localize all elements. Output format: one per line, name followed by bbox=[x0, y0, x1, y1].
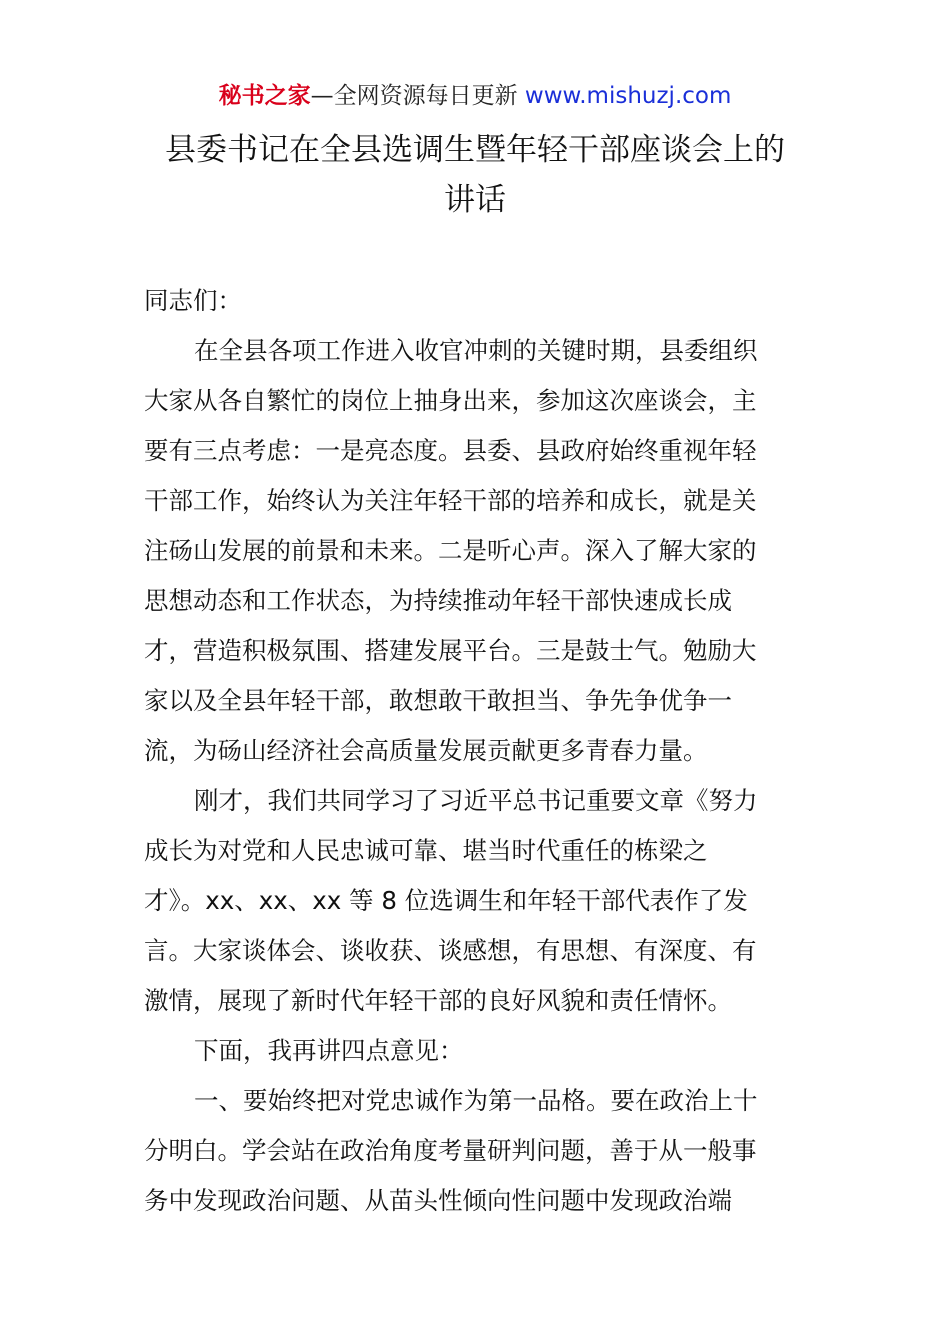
paragraph-line: 流，为砀山经济社会高质量发展贡献更多青春力量。 bbox=[144, 736, 708, 765]
paragraph-line: 思想动态和工作状态，为持续推动年轻干部快速成长成 bbox=[144, 586, 732, 615]
title-line-2: 讲话 bbox=[444, 182, 506, 218]
salutation: 同志们： bbox=[144, 286, 242, 315]
document-title bbox=[140, 125, 810, 225]
paragraph-line: 激情，展现了新时代年轻干部的良好风貌和责任情怀。 bbox=[144, 986, 732, 1015]
paragraph-line: 才，营造积极氛围、搭建发展平台。三是鼓士气。勉励大 bbox=[144, 636, 757, 665]
site-brand: 秘书之家 bbox=[218, 83, 311, 109]
paragraph-line: 家以及全县年轻干部，敢想敢干敢担当、争先争优争一 bbox=[144, 686, 732, 715]
title-line-1: 县委书记在全县选调生暨年轻干部座谈会上的 bbox=[165, 132, 785, 168]
paragraph-line: 注砀山发展的前景和未来。二是听心声。深入了解大家的 bbox=[144, 536, 757, 565]
site-tagline: —全网资源每日更新 bbox=[310, 83, 525, 109]
paragraph-line: 分明白。学会站在政治角度考量研判问题，善于从一般事 bbox=[144, 1136, 757, 1165]
paragraph-line: 下面，我再讲四点意见： bbox=[194, 1036, 464, 1065]
site-url: www.mishuzj.com bbox=[524, 83, 732, 109]
site-header bbox=[0, 80, 950, 112]
paragraph-line: 在全县各项工作进入收官冲刺的关键时期，县委组织 bbox=[194, 336, 758, 365]
paragraph-line: 大家从各自繁忙的岗位上抽身出来，参加这次座谈会，主 bbox=[144, 386, 757, 415]
section-heading-line: 一、要始终把对党忠诚作为第一品格。要在政治上十 bbox=[194, 1086, 758, 1115]
paragraph-line: 务中发现政治问题、从苗头性倾向性问题中发现政治端 bbox=[144, 1186, 732, 1215]
paragraph-line: 要有三点考虑：一是亮态度。县委、县政府始终重视年轻 bbox=[144, 436, 757, 465]
paragraph-line: 刚才，我们共同学习了习近平总书记重要文章《努力 bbox=[194, 786, 758, 815]
paragraph-line: 干部工作，始终认为关注年轻干部的培养和成长，就是关 bbox=[144, 486, 757, 515]
paragraph-line: 言。大家谈体会、谈收获、谈感想，有思想、有深度、有 bbox=[144, 936, 757, 965]
paragraph-line: 才》。xx、xx、xx 等 8 位选调生和年轻干部代表作了发 bbox=[144, 886, 748, 915]
paragraph-line: 成长为对党和人民忠诚可靠、堪当时代重任的栋梁之 bbox=[144, 836, 708, 865]
document-body bbox=[144, 276, 814, 1226]
